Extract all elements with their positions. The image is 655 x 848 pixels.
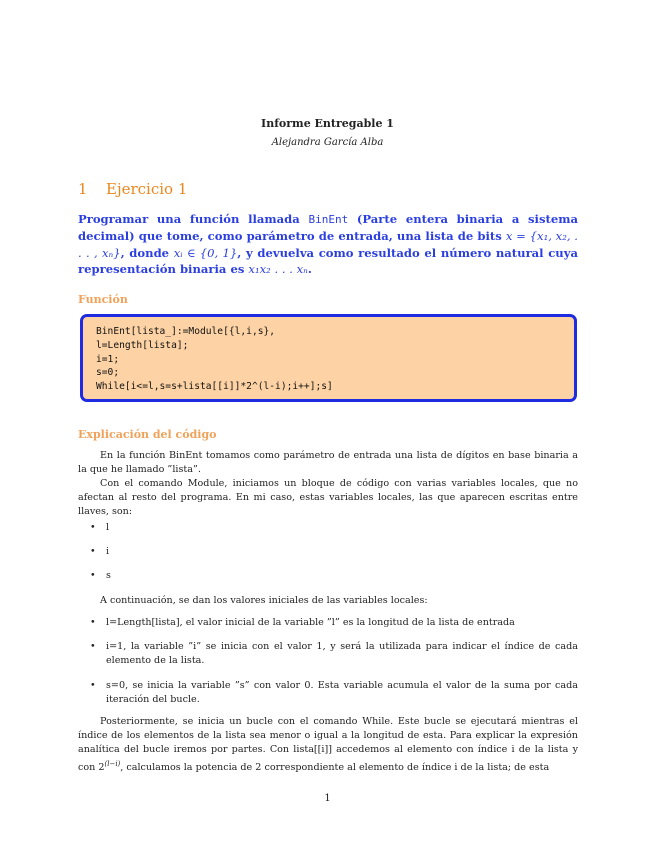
subsection-funcion: Función: [78, 293, 128, 306]
paragraph-4-text: Posteriormente, se inicia un bucle con el comando While. Este bucle se ejecutará mientras el índice de los elementos de la lista sea menor o igual a la longitud de esta. Para explicar la expresión analítica del bucle iremos por partes. Con lista[[i]] accedemos al elemento con índice i de la lista y con 2: [78, 716, 578, 774]
list-item-text: s: [106, 570, 111, 581]
section-heading: [78, 180, 187, 198]
subsection-explicacion: Explicación del código: [78, 428, 217, 441]
page-number: 1: [324, 793, 331, 804]
paragraph-4: [78, 715, 578, 775]
section-title: Ejercicio 1: [106, 180, 188, 198]
bullet-icon: •: [90, 641, 96, 652]
math-set-x: x = {x₁, x₂, . . . , xₙ}: [78, 229, 578, 260]
paragraph-4-text-cont: , calculamos la potencia de 2 correspondiente al elemento de índice i de la lista; de esta: [120, 762, 550, 774]
list-item-text: i: [106, 546, 110, 557]
code-line: While[i<=l,s=s+lista[[i]]*2^(l-i);i++];s]: [96, 381, 333, 393]
list-item-text: s=0, se inicia la variable ”s” con valor 0. Esta variable acumula el valor de la suma por cada iteración del bucle.: [106, 680, 578, 705]
list-item-text: l: [106, 522, 110, 533]
bullet-icon: •: [90, 617, 96, 628]
exercise-statement: [78, 211, 578, 277]
list-item-text: i=1, la variable ”i” se inicia con el valor 1, y será la utilizada para indicar el índice de cada elemento de la lista.: [106, 641, 578, 666]
document-title: Informe Entregable 1: [261, 117, 394, 130]
bullet-icon: •: [90, 570, 96, 581]
math-binary: x₁x₂ . . . xₙ: [248, 261, 308, 276]
paragraph-1: En la función BinEnt tomamos como parámetro de entrada una lista de dígitos en base binaria a la que he llamado ”lista”.: [78, 450, 578, 475]
document-author: Alejandra García Alba: [271, 137, 384, 148]
math-xi: xᵢ ∈ {0, 1}: [173, 245, 238, 260]
code-line: s=0;: [96, 367, 120, 379]
bullet-icon: •: [90, 680, 96, 691]
statement-text: .: [307, 261, 312, 276]
exponent: (l−i): [104, 760, 121, 768]
statement-text: , y devuelva como resultado el número natural cuya representación binaria es: [78, 245, 578, 276]
code-line: i=1;: [96, 353, 120, 365]
paragraph-2: Con el comando Module, iniciamos un bloque de código con varias variables locales, que no afectan al resto del programa. En mi caso, estas variables locales, las que aparecen escritas entre llaves, son:: [78, 478, 578, 517]
code-line: l=Length[lista];: [96, 339, 189, 351]
section-number: 1: [78, 180, 88, 198]
bullet-icon: •: [90, 522, 96, 533]
statement-text: , donde: [120, 245, 174, 260]
bullet-icon: •: [90, 546, 96, 557]
code-line: BinEnt[lista_]:=Module[{l,i,s},: [96, 326, 276, 337]
statement-text: Programar una función llamada: [78, 212, 309, 226]
statement-text: (Parte entera binaria a sistema decimal) que tome, como parámetro de entrada, una lista de bits: [78, 212, 578, 244]
function-name: BinEnt: [308, 213, 349, 226]
code-box: [80, 314, 577, 402]
paragraph-3: A continuación, se dan los valores iniciales de las variables locales:: [100, 595, 428, 606]
list-item-text: l=Length[lista], el valor inicial de la variable ”l” es la longitud de la lista de entrada: [106, 617, 515, 628]
